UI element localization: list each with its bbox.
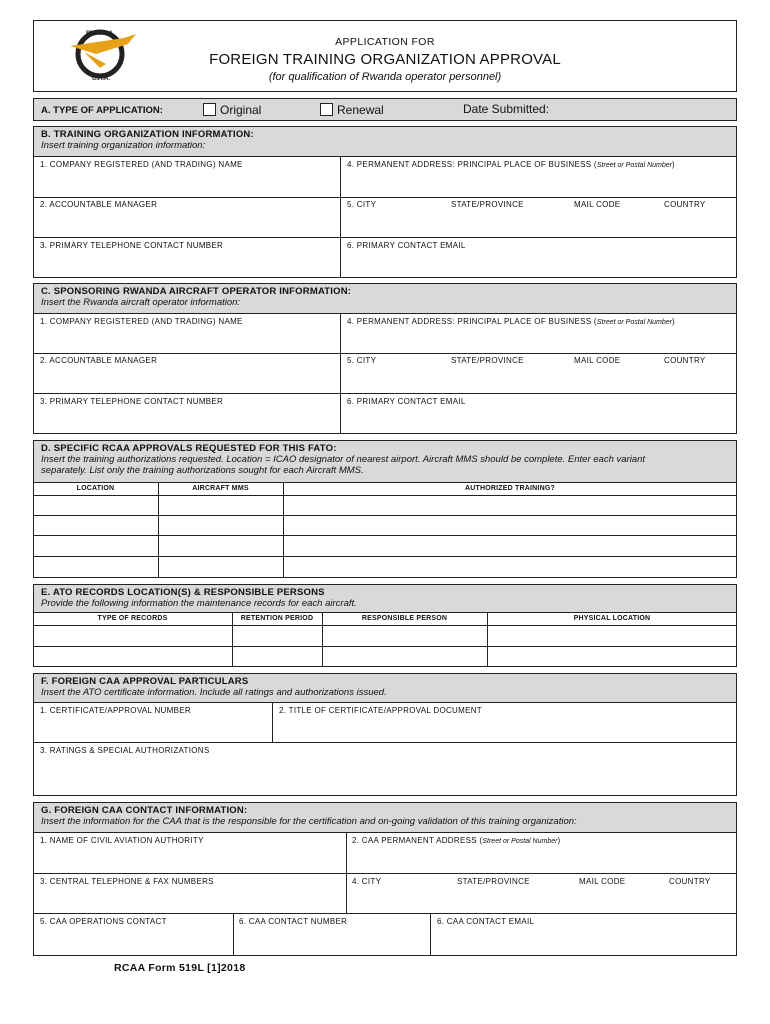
section-g-title: G. FOREIGN CAA CONTACT INFORMATION:	[41, 805, 248, 816]
g-contact-email-label: 6. CAA CONTACT EMAIL	[437, 917, 535, 926]
c-mail-code-label: MAIL CODE	[574, 356, 621, 365]
logo-text-top: RWANDA	[86, 31, 113, 37]
c-company-name-label: 1. COMPANY REGISTERED (AND TRADING) NAME	[40, 317, 243, 326]
g-city-label: 4. CITY	[352, 877, 382, 886]
col-aircraft-mms: AIRCRAFT MMS	[192, 485, 249, 492]
section-b-title: B. TRAINING ORGANIZATION INFORMATION:	[41, 129, 254, 140]
type-of-application-label: A. TYPE OF APPLICATION:	[41, 105, 163, 116]
form-id: RCAA Form 519L [1]2018	[114, 962, 246, 974]
section-e-subtitle: Provide the following information the maintenance records for each aircraft.	[41, 598, 357, 609]
c-email-label: 6. PRIMARY CONTACT EMAIL	[347, 397, 466, 406]
col-type-of-records: TYPE OF RECORDS	[97, 615, 168, 622]
b-city-label: 5. CITY	[347, 200, 377, 209]
g-state-label: STATE/PROVINCE	[457, 877, 530, 886]
b-address-label-close: )	[671, 160, 675, 169]
approvals-row[interactable]	[34, 496, 736, 515]
title-small: APPLICATION FOR	[335, 36, 435, 48]
g-caa-address-label	[352, 836, 560, 845]
g-caa-address-label-close: )	[557, 836, 561, 845]
g-caa-address-label-text: 2. CAA PERMANENT ADDRESS (	[352, 836, 483, 845]
f-ratings-label: 3. RATINGS & SPECIAL AUTHORIZATIONS	[40, 746, 210, 755]
col-location: LOCATION	[76, 485, 115, 492]
section-c-title: C. SPONSORING RWANDA AIRCRAFT OPERATOR INFORMATION:	[41, 286, 352, 297]
section-d-header	[33, 440, 737, 483]
records-row[interactable]	[34, 647, 736, 666]
g-telephone-fax-label: 3. CENTRAL TELEPHONE & FAX NUMBERS	[40, 877, 214, 886]
section-e-header	[33, 584, 737, 613]
b-country-label: COUNTRY	[664, 200, 706, 209]
section-d-title: D. SPECIFIC RCAA APPROVALS REQUESTED FOR THIS FATO:	[41, 443, 337, 454]
section-b-header	[33, 126, 737, 157]
f-certificate-title-label: 2. TITLE OF CERTIFICATE/APPROVAL DOCUMENT	[279, 706, 482, 715]
c-country-label: COUNTRY	[664, 356, 706, 365]
b-accountable-manager-label: 2. ACCOUNTABLE MANAGER	[40, 200, 158, 209]
g-contact-number-label: 6. CAA CONTACT NUMBER	[239, 917, 348, 926]
approvals-row[interactable]	[34, 516, 736, 535]
approvals-row[interactable]	[34, 536, 736, 556]
records-row[interactable]	[34, 626, 736, 646]
c-address-label-close: )	[671, 317, 675, 326]
section-e-title: E. ATO RECORDS LOCATION(S) & RESPONSIBLE PERSONS	[41, 587, 325, 598]
original-checkbox[interactable]	[203, 103, 216, 116]
section-g-subtitle: Insert the information for the CAA that is the responsible for the certification and on-going validation of this training organization:	[41, 816, 577, 827]
renewal-checkbox[interactable]	[320, 103, 333, 116]
section-g-header	[33, 802, 737, 833]
g-caa-name-label: 1. NAME OF CIVIL AVIATION AUTHORITY	[40, 836, 204, 845]
c-accountable-manager-label: 2. ACCOUNTABLE MANAGER	[40, 356, 158, 365]
b-state-label: STATE/PROVINCE	[451, 200, 524, 209]
g-operations-contact-label: 5. CAA OPERATIONS CONTACT	[40, 917, 167, 926]
b-email-label: 6. PRIMARY CONTACT EMAIL	[347, 241, 466, 250]
f-certificate-number-label: 1. CERTIFICATE/APPROVAL NUMBER	[40, 706, 191, 715]
c-address-label	[347, 317, 675, 326]
g-caa-address-note: Street or Postal Number	[482, 838, 558, 845]
section-f-header	[33, 673, 737, 703]
original-label: Original	[220, 103, 262, 117]
b-telephone-label: 3. PRIMARY TELEPHONE CONTACT NUMBER	[40, 241, 224, 250]
c-state-label: STATE/PROVINCE	[451, 356, 524, 365]
section-b-subtitle: Insert training organization information:	[41, 140, 206, 151]
renewal-label: Renewal	[337, 103, 384, 117]
b-address-label-text: 4. PERMANENT ADDRESS: PRINCIPAL PLACE OF BUSINESS (	[347, 160, 597, 169]
col-retention-period: RETENTION PERIOD	[240, 615, 314, 622]
section-d-subtitle-2: separately. List only the training authorizations sought for each Aircraft MMS.	[41, 465, 364, 476]
b-company-name-label: 1. COMPANY REGISTERED (AND TRADING) NAME	[40, 160, 243, 169]
c-city-label: 5. CITY	[347, 356, 377, 365]
page-title: FOREIGN TRAINING ORGANIZATION APPROVAL	[209, 51, 561, 68]
g-country-label: COUNTRY	[669, 877, 711, 886]
b-address-label	[347, 160, 675, 169]
b-mail-code-label: MAIL CODE	[574, 200, 621, 209]
date-submitted-input[interactable]	[560, 100, 732, 118]
c-telephone-label: 3. PRIMARY TELEPHONE CONTACT NUMBER	[40, 397, 224, 406]
date-submitted-label: Date Submitted:	[463, 102, 550, 116]
section-c-subtitle: Insert the Rwanda aircraft operator information:	[41, 297, 241, 308]
logo-text-bottom: C.A.A.	[92, 76, 110, 82]
b-address-note: Street or Postal Number	[596, 162, 672, 169]
c-address-label-text: 4. PERMANENT ADDRESS: PRINCIPAL PLACE OF BUSINESS (	[347, 317, 597, 326]
col-responsible-person: RESPONSIBLE PERSON	[361, 615, 448, 622]
col-authorized-training: AUTHORIZED TRAINING?	[465, 485, 555, 492]
col-physical-location: PHYSICAL LOCATION	[573, 615, 651, 622]
section-c-header	[33, 283, 737, 314]
g-mail-code-label: MAIL CODE	[579, 877, 626, 886]
approvals-row[interactable]	[34, 557, 736, 577]
section-f-subtitle: Insert the ATO certificate information. Include all ratings and authorizations issued.	[41, 687, 387, 698]
c-address-note: Street or Postal Number	[596, 319, 672, 326]
section-d-subtitle-1: Insert the training authorizations requested. Location = ICAO designator of nearest airport. Aircraft MMS should be complete. Enter each variant	[41, 454, 646, 465]
section-f-title: F. FOREIGN CAA APPROVAL PARTICULARS	[41, 676, 249, 687]
page-subtitle: (for qualification of Rwanda operator personnel)	[268, 71, 502, 83]
